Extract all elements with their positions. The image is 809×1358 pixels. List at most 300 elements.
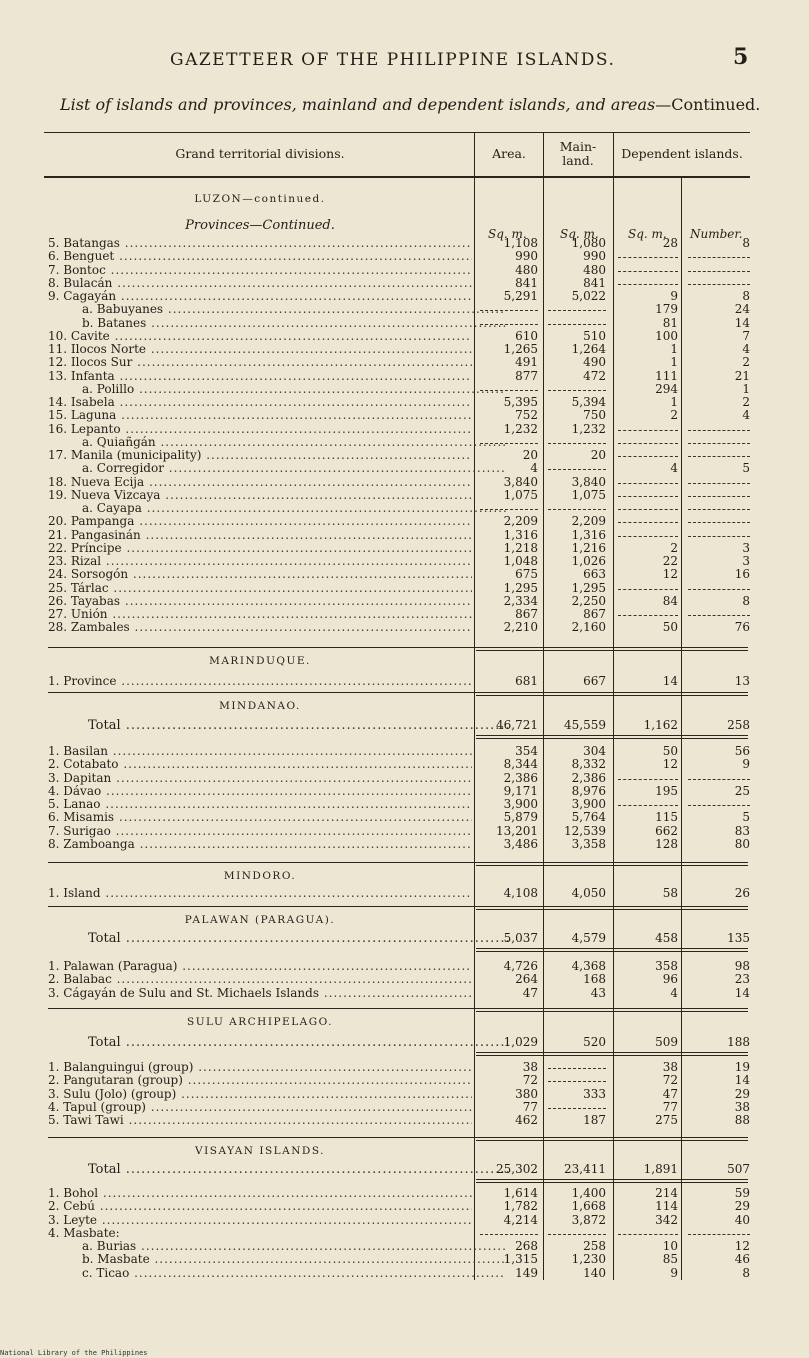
cell-num-empty <box>688 582 750 590</box>
row-label: 1. Palawan (Paragua) ..... <box>48 960 472 973</box>
cell-main-empty <box>548 1101 606 1109</box>
column-header-area: Area. <box>492 146 526 161</box>
table-row <box>48 290 748 303</box>
cell-area: 877 <box>515 368 538 383</box>
cell-area-empty <box>480 1227 538 1235</box>
cell-dep-empty <box>618 423 678 431</box>
table-row <box>48 1061 748 1074</box>
provinces-subheading: Provinces—Continued. <box>185 218 335 233</box>
row-label: 2. Balabac ..... <box>48 973 472 986</box>
cell-area: 4,726 <box>503 959 538 973</box>
cell-dep: 1 <box>670 395 678 409</box>
cell-dep: 58 <box>662 886 678 900</box>
cell-main: 20 <box>590 448 606 462</box>
total-rule <box>476 1179 748 1180</box>
cell-area: 491 <box>515 355 538 370</box>
total-rule <box>476 735 748 736</box>
row-label: 11. Ilocos Norte ..... <box>48 343 472 356</box>
page-number: 5 <box>733 44 749 70</box>
cell-main: 333 <box>583 1086 606 1101</box>
cell-main: 663 <box>583 567 606 582</box>
table-row <box>48 555 748 568</box>
cell-num-empty <box>688 250 750 258</box>
cell-area: 462 <box>515 1113 538 1127</box>
cell-main: 2,160 <box>571 620 606 635</box>
unit-number: Number. <box>690 227 743 241</box>
section-heading-luzon: LUZON—continued. <box>194 193 326 205</box>
cell-main-empty <box>548 1074 606 1082</box>
table-row <box>48 277 748 290</box>
row-label: 4. Masbate: <box>48 1226 120 1240</box>
table-row <box>48 502 748 515</box>
cell-num: 21 <box>734 368 750 383</box>
cell-num: 29 <box>734 1199 750 1214</box>
cell-main: 187 <box>583 1113 606 1127</box>
cell-main: 3,358 <box>571 836 606 851</box>
table-row <box>48 772 748 785</box>
cell-num-empty <box>688 264 750 272</box>
cell-dep: 458 <box>655 931 678 945</box>
cell-area-empty <box>480 502 538 510</box>
cell-area-empty <box>480 383 538 391</box>
table-row <box>48 1214 748 1227</box>
cell-main: 1,080 <box>571 236 606 250</box>
cell-area: 5,395 <box>503 395 538 409</box>
table-row <box>48 1200 748 1213</box>
cell-dep: 10 <box>662 1239 678 1253</box>
cell-dep-empty <box>618 515 678 523</box>
cell-dep-empty <box>618 476 678 484</box>
section-heading-mindanao: MINDANAO. <box>219 700 301 712</box>
cell-main: 490 <box>583 355 606 370</box>
cell-num-empty <box>688 423 750 431</box>
table-row <box>48 436 748 449</box>
table-row <box>48 542 748 555</box>
table-row <box>48 1101 748 1114</box>
section-rule-double <box>476 909 748 910</box>
row-label: 2. Cotabato ..... <box>48 758 472 771</box>
row-label: 7. Bontoc ..... <box>48 264 472 277</box>
cell-dep: 2 <box>670 408 678 423</box>
cell-main-empty <box>548 436 606 444</box>
cell-main: 867 <box>583 607 606 621</box>
table-row <box>48 1267 748 1280</box>
cell-area: 841 <box>515 275 538 290</box>
cell-area: 752 <box>515 408 538 423</box>
cell-area: 4,108 <box>503 886 538 900</box>
cell-num: 88 <box>734 1113 750 1127</box>
table-row <box>48 317 748 330</box>
cell-area: 1,265 <box>503 342 538 356</box>
cell-dep: 96 <box>662 972 678 987</box>
row-label: a. Corregidor ..... <box>48 462 506 475</box>
total-rule <box>476 1052 748 1053</box>
unit-mainland: Sq. m. <box>560 227 599 241</box>
cell-dep-empty <box>618 798 678 806</box>
cell-main: 1,668 <box>571 1199 606 1214</box>
cell-main: 750 <box>583 408 606 423</box>
row-label: a. Cayapa ..... <box>48 502 506 515</box>
cell-num: 8 <box>742 289 750 303</box>
row-label: 3. Cágayán de Sulu and St. Michaels Islands ..... <box>48 987 472 1000</box>
cell-num: 23 <box>734 972 750 987</box>
row-label: 5. Lanao ..... <box>48 798 472 811</box>
cell-area: 1,782 <box>503 1199 538 1214</box>
cell-num: 8 <box>742 1265 750 1280</box>
cell-dep: 2 <box>670 540 678 555</box>
row-label: 5. Tawi Tawi ..... <box>48 1114 472 1127</box>
cell-dep: 28 <box>662 236 678 250</box>
cell-main: 5,764 <box>571 810 606 825</box>
table-header-rule <box>44 176 750 178</box>
cell-dep: 9 <box>670 289 678 303</box>
row-label: 3. Leyte ..... <box>48 1214 472 1227</box>
table-row <box>48 887 748 900</box>
section-heading-visayan: VISAYAN ISLANDS. <box>195 1145 325 1157</box>
cell-main-empty <box>548 317 606 325</box>
cell-area: 13,201 <box>496 823 538 838</box>
cell-area: 149 <box>515 1265 538 1280</box>
table-row <box>48 621 748 634</box>
table-row <box>48 489 748 502</box>
row-label: 2. Cebú ..... <box>48 1200 472 1213</box>
cell-dep: 12 <box>662 757 678 772</box>
row-label: 26. Tayabas ..... <box>48 595 472 608</box>
cell-area-empty <box>480 317 538 325</box>
cell-area: 3,900 <box>503 797 538 811</box>
cell-num: 16 <box>734 567 750 582</box>
table-row <box>48 745 748 758</box>
table-row <box>48 396 748 409</box>
cell-area: 3,486 <box>503 836 538 851</box>
section-rule-double <box>476 1011 748 1012</box>
cell-area: 72 <box>522 1073 538 1088</box>
table-row <box>48 1163 748 1176</box>
cell-num: 12 <box>734 1239 750 1253</box>
cell-dep-empty <box>618 449 678 457</box>
table-row <box>48 330 748 343</box>
table-row <box>48 383 748 396</box>
row-label: 13. Infanta ..... <box>48 370 472 383</box>
cell-main-empty <box>548 1061 606 1069</box>
table-row <box>48 409 748 422</box>
section-heading-sulu: SULU ARCHIPELAGO. <box>187 1016 333 1028</box>
row-label: a. Babuyanes ..... <box>48 303 506 316</box>
cell-main: 1,264 <box>571 342 606 356</box>
cell-main: 520 <box>583 1035 606 1049</box>
unit-dependent: Sq. m. <box>628 227 667 241</box>
cell-main: 45,559 <box>564 718 606 732</box>
table-row <box>48 582 748 595</box>
cell-num: 4 <box>742 408 750 423</box>
table-row <box>48 529 748 542</box>
row-label: 12. Ilocos Sur ..... <box>48 356 472 369</box>
table-row <box>48 973 748 986</box>
cell-num: 8 <box>742 593 750 608</box>
table-row <box>48 356 748 369</box>
cell-area: 3,840 <box>503 474 538 489</box>
row-label: 2. Pangutaran (group) ..... <box>48 1074 472 1087</box>
cell-dep-empty <box>618 250 678 258</box>
cell-area: 2,334 <box>503 593 538 608</box>
table-row <box>48 449 748 462</box>
cell-main-empty <box>548 462 606 470</box>
cell-main: 667 <box>583 674 606 688</box>
table-row <box>48 1253 748 1266</box>
cell-num-empty <box>688 476 750 484</box>
cell-dep: 81 <box>662 315 678 330</box>
cell-num-empty <box>688 529 750 537</box>
cell-area: 4,214 <box>503 1212 538 1227</box>
cell-area: 1,232 <box>503 421 538 436</box>
section-rule <box>48 692 748 693</box>
row-label: 1. Province ..... <box>48 675 472 688</box>
cell-dep: 1,891 <box>643 1162 678 1176</box>
row-label: 1. Balanguingui (group) ..... <box>48 1061 472 1074</box>
cell-main: 1,075 <box>571 487 606 502</box>
section-rule <box>48 1137 748 1138</box>
table-row <box>48 370 748 383</box>
table-row <box>48 595 748 608</box>
table-row <box>48 264 748 277</box>
table-row <box>48 838 748 851</box>
table-row <box>48 1187 748 1200</box>
cell-area: 5,879 <box>503 810 538 825</box>
cell-area: 867 <box>515 607 538 621</box>
cell-num: 13 <box>734 674 750 688</box>
column-header-division: Grand territorial divisions. <box>175 146 345 161</box>
total-rule <box>476 948 748 949</box>
table-row <box>48 825 748 838</box>
cell-main-empty <box>548 1227 606 1235</box>
cell-dep: 128 <box>655 836 678 851</box>
cell-area: 47 <box>522 985 538 1000</box>
cell-num: 14 <box>734 315 750 330</box>
cell-area: 610 <box>515 328 538 343</box>
cell-num: 25 <box>734 783 750 798</box>
row-label: 4. Dávao ..... <box>48 785 472 798</box>
caption-text: List of islands and provinces, mainland and dependent islands, and areas <box>60 95 656 114</box>
cell-dep-empty <box>618 1227 678 1235</box>
cell-main: 43 <box>590 985 606 1000</box>
column-header-dependent: Dependent islands. <box>621 146 743 161</box>
cell-main: 1,400 <box>571 1186 606 1200</box>
row-label: Total ..... <box>48 1163 512 1176</box>
table-row <box>48 960 748 973</box>
cell-main: 841 <box>583 275 606 290</box>
cell-num: 188 <box>727 1035 750 1049</box>
row-label: 24. Sorsogón ..... <box>48 568 472 581</box>
table-row <box>48 476 748 489</box>
cell-dep: 214 <box>655 1186 678 1200</box>
cell-dep: 9 <box>670 1265 678 1280</box>
cell-area: 1,295 <box>503 580 538 595</box>
table-row <box>48 811 748 824</box>
cell-dep: 114 <box>655 1199 678 1214</box>
cell-area: 1,315 <box>503 1252 538 1267</box>
cell-dep: 195 <box>655 783 678 798</box>
table-row <box>48 758 748 771</box>
section-heading-marinduque: MARINDUQUE. <box>209 655 311 667</box>
cell-main: 5,022 <box>571 289 606 303</box>
row-label: 21. Pangasinán ..... <box>48 529 472 542</box>
row-label: 23. Rizal ..... <box>48 555 472 568</box>
row-label: a. Polillo ..... <box>48 383 506 396</box>
cell-area: 380 <box>515 1086 538 1101</box>
cell-area-empty <box>480 436 538 444</box>
cell-dep: 4 <box>670 985 678 1000</box>
table-row <box>48 1036 748 1049</box>
cell-dep: 14 <box>662 674 678 688</box>
cell-main: 472 <box>583 368 606 383</box>
table-row <box>48 719 748 732</box>
cell-dep: 12 <box>662 567 678 582</box>
table-row <box>48 1240 748 1253</box>
cell-num: 46 <box>734 1252 750 1267</box>
table-row <box>48 675 748 688</box>
cell-area: 1,614 <box>503 1186 538 1200</box>
cell-main: 1,316 <box>571 527 606 542</box>
cell-num: 19 <box>734 1060 750 1074</box>
cell-main-empty <box>548 502 606 510</box>
row-label: Total ..... <box>48 719 512 732</box>
cell-dep: 50 <box>662 620 678 635</box>
section-rule-double <box>476 650 748 651</box>
table-caption <box>60 95 760 114</box>
cell-num: 3 <box>742 554 750 568</box>
table-row <box>48 932 748 945</box>
cell-area: 9,171 <box>503 783 538 798</box>
cell-dep: 100 <box>655 328 678 343</box>
row-label: 1. Bohol ..... <box>48 1187 472 1200</box>
cell-area: 46,721 <box>496 718 538 732</box>
cell-num-empty <box>688 798 750 806</box>
cell-area: 1,108 <box>503 236 538 250</box>
cell-main: 3,900 <box>571 797 606 811</box>
running-title: GAZETTEER OF THE PHILIPPINE ISLANDS. <box>170 50 616 70</box>
table-row <box>48 987 748 1000</box>
cell-main: 1,026 <box>571 554 606 568</box>
row-label: 6. Misamis ..... <box>48 811 472 824</box>
total-rule-double <box>476 951 748 952</box>
cell-dep: 4 <box>670 461 678 476</box>
table-row <box>48 462 748 475</box>
cell-dep: 1 <box>670 355 678 370</box>
row-label: 1. Island ..... <box>48 887 472 900</box>
cell-area: 77 <box>522 1099 538 1114</box>
library-credit: National Library of the Philippines <box>0 1349 148 1357</box>
cell-main: 510 <box>583 328 606 343</box>
cell-dep-empty <box>618 264 678 272</box>
table-row <box>48 785 748 798</box>
cell-area: 1,075 <box>503 487 538 502</box>
row-label: 9. Cagayán ..... <box>48 290 472 303</box>
cell-main: 2,250 <box>571 593 606 608</box>
row-label: 19. Nueva Vizcaya ..... <box>48 489 472 502</box>
cell-main: 1,230 <box>571 1252 606 1267</box>
row-label: b. Masbate ..... <box>48 1253 506 1266</box>
cell-num: 98 <box>734 959 750 973</box>
cell-dep: 84 <box>662 593 678 608</box>
cell-area: 480 <box>515 262 538 277</box>
cell-dep: 85 <box>662 1252 678 1267</box>
table-row <box>48 568 748 581</box>
row-label: b. Batanes ..... <box>48 317 506 330</box>
cell-num: 135 <box>727 931 750 945</box>
table-row <box>48 608 748 621</box>
cell-area: 38 <box>522 1060 538 1074</box>
cell-num: 76 <box>734 620 750 635</box>
row-label: Total ..... <box>48 932 512 945</box>
cell-area: 268 <box>515 1239 538 1253</box>
row-label: 20. Pampanga ..... <box>48 515 472 528</box>
cell-dep-empty <box>618 277 678 285</box>
row-label: 7. Surigao ..... <box>48 825 472 838</box>
cell-main: 168 <box>583 972 606 987</box>
caption-continued: —Continued. <box>655 95 761 114</box>
table-row <box>48 1088 748 1101</box>
cell-num-empty <box>688 502 750 510</box>
column-header-mainland: Main- land. <box>559 139 597 168</box>
section-rule-double <box>476 1140 748 1141</box>
cell-num: 9 <box>742 757 750 772</box>
cell-dep-empty <box>618 608 678 616</box>
cell-num: 258 <box>727 718 750 732</box>
table-row <box>48 237 748 250</box>
row-label: 1. Basilan ..... <box>48 745 472 758</box>
row-label: a. Burias ..... <box>48 1240 506 1253</box>
cell-area: 264 <box>515 972 538 987</box>
cell-dep: 662 <box>655 823 678 838</box>
section-rule <box>48 862 748 863</box>
table-row <box>48 343 748 356</box>
row-label: 3. Dapitan ..... <box>48 772 472 785</box>
cell-main: 1,216 <box>571 540 606 555</box>
cell-dep: 47 <box>662 1086 678 1101</box>
cell-dep-empty <box>618 489 678 497</box>
row-label: 8. Bulacán ..... <box>48 277 472 290</box>
section-rule <box>48 906 748 907</box>
cell-area: 25,302 <box>496 1162 538 1176</box>
cell-num: 5 <box>742 810 750 825</box>
cell-dep: 38 <box>662 1060 678 1074</box>
cell-main: 258 <box>583 1239 606 1253</box>
cell-area: 1,048 <box>503 554 538 568</box>
cell-area: 681 <box>515 674 538 688</box>
cell-num-empty <box>688 608 750 616</box>
cell-area: 20 <box>522 448 538 462</box>
row-label: 5. Batangas ..... <box>48 237 472 250</box>
row-label: a. Quiañgán ..... <box>48 436 506 449</box>
row-label: 10. Cavite ..... <box>48 330 472 343</box>
cell-dep: 1 <box>670 342 678 356</box>
cell-num: 14 <box>734 985 750 1000</box>
total-rule-double <box>476 1182 748 1183</box>
cell-num: 40 <box>734 1212 750 1227</box>
cell-main: 12,539 <box>564 823 606 838</box>
row-label: 4. Tapul (group) ..... <box>48 1101 472 1114</box>
table-row <box>48 798 748 811</box>
cell-num-empty <box>688 515 750 523</box>
cell-dep-empty <box>618 772 678 780</box>
cell-area: 1,029 <box>503 1035 538 1049</box>
cell-num-empty <box>688 436 750 444</box>
cell-dep: 22 <box>662 554 678 568</box>
cell-main: 4,368 <box>571 959 606 973</box>
cell-num: 1 <box>742 381 750 396</box>
cell-area: 675 <box>515 567 538 582</box>
cell-num-empty <box>688 449 750 457</box>
